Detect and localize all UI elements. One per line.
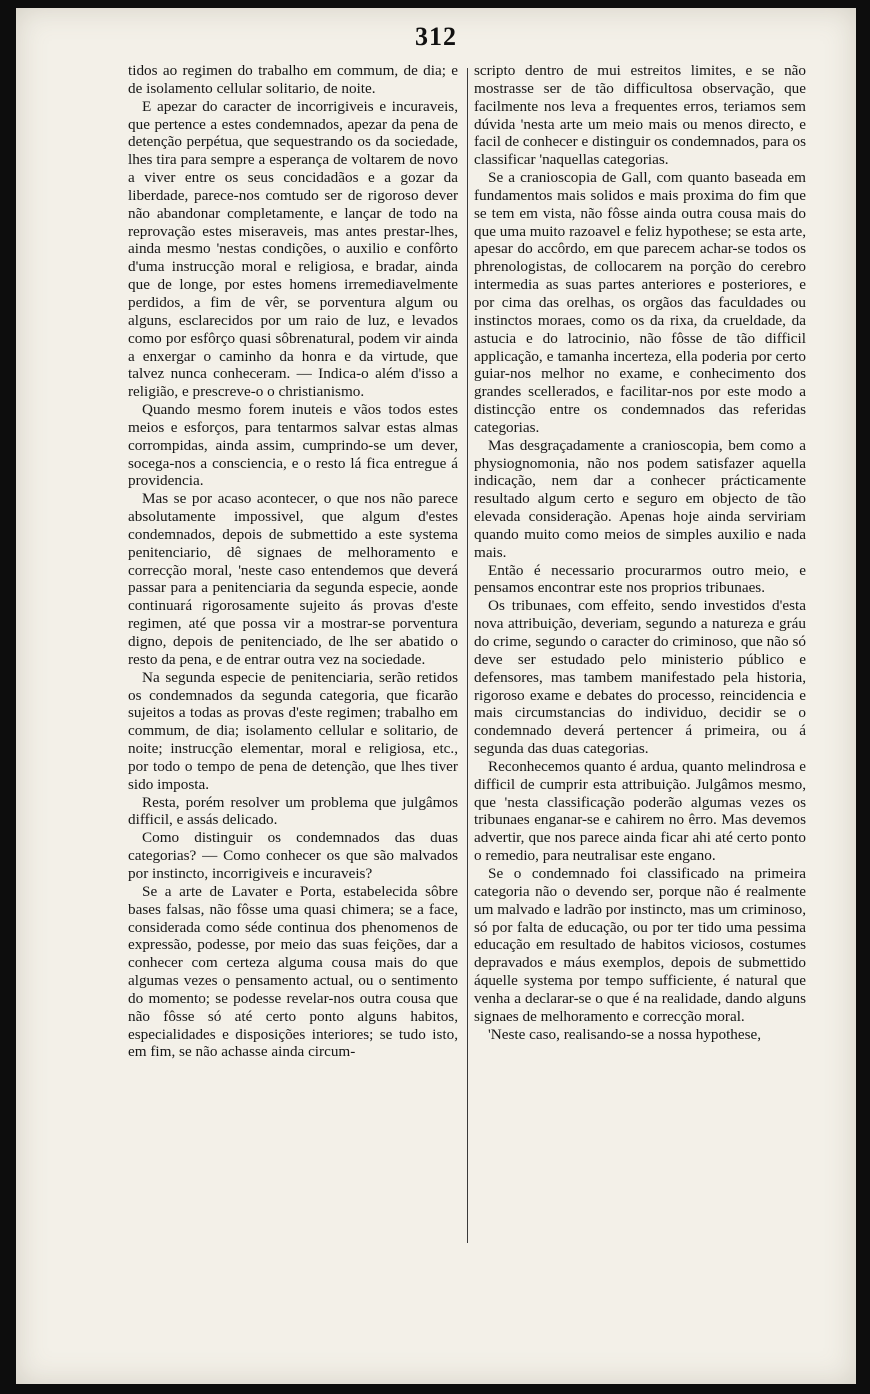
paragraph: Os tribunaes, com effeito, sendo investidos d'esta nova attribuição, deveriam, segundo a natureza e gráu do crime, segundo o caracter do criminoso, que não só deve ser estudado pelo ministerio público e defensores, mas tambem manifestado pela historia, rigoroso exame e debates do processo, reincidencia e mais circumstancias do individuo, decidir se o condemnado deverá pertencer á primeira, ou á segunda das duas categorias.: [474, 597, 806, 758]
document-page: [16, 8, 856, 1384]
paragraph: Mas se por acaso acontecer, o que nos não parece absolutamente impossivel, que algum d'estes condemnados, depois de submettido a este systema penitenciario, dê signaes de melhoramento e correcção moral, 'neste caso entendemos que deverá passar para a penitenciaria da segunda especie, aonde continuará rigorosamente sujeito ás provas d'este regimen, até que possa vir a mostrar-se porventura digno, depois de penitenciado, de lhe ser abatido o resto da pena, e de entrar outra vez na sociedade.: [128, 490, 458, 668]
right-column: [474, 62, 806, 1043]
paragraph: Então é necessario procurarmos outro meio, e pensamos encontrar este nos proprios tribunaes.: [474, 561, 806, 597]
paragraph: 'Neste caso, realisando-se a nossa hypothese,: [488, 1025, 762, 1043]
paragraph: Se o condemnado foi classificado na primeira categoria não o devendo ser, porque não é realmente um malvado e ladrão por instincto, mas um criminoso, só por falta de educação, ou por ter tido uma pessima educação em resultado de habitos viciosos, costumes depravados e máus exemplos, depois de submettido áquelle systema por tempo sufficiente, é natural que venha a declarar-se o que é na realidade, dando alguns signaes de melhoramento e correcção moral.: [474, 864, 806, 1025]
column-divider: [467, 68, 468, 1243]
paragraph: tidos ao regimen do trabalho em commum, de dia; e de isolamento cellular solitario, de noite.: [128, 62, 458, 97]
left-column: [128, 62, 458, 1061]
page-number: 312: [415, 22, 457, 51]
paragraph: scripto dentro de mui estreitos limites, e se não mostrasse ser de tão difficultosa observação, que facilmente nos leva a frequentes erros, teriamos sem dúvida 'nesta arte um meio mais ou menos directo, e facil de conhecer e distinguir os condemnados, para os classificar 'naquellas categorias.: [474, 62, 806, 169]
paragraph: E apezar do caracter de incorrigiveis e incuraveis, que pertence a estes condemnados, apezar da pena de detenção perpétua, que sequestrando os da sociedade, lhes tira para sempre a esperança de voltarem de novo a viver entre os seus concidadãos e a gozar da liberdade, parece-nos comtudo ser de rigoroso dever não abandonar completamente, e lançar de todo na reprovação estes miseraveis, mas antes prestar-lhes, ainda mesmo 'nestas condições, o auxilio e confôrto d'uma instrucção moral e religiosa, e bradar, ainda que de longe, por estes homens irremediavelmente perdidos, a fim de vêr, se porventura algum ou alguns, esclarecidos por um raio de luz, e levados como por esfôrço quasi sôbrenatural, podem vir ainda a enxergar o caminho da honra e da virtude, que talvez nunca conheceram. — Indica-o além d'isso a religião, e prescreve-o o christianismo.: [128, 97, 458, 401]
paragraph: Reconhecemos quanto é ardua, quanto melindrosa e difficil de cumprir esta attribuição. Julgâmos mesmo, que 'nesta classificação poderão algumas vezes os tribunaes enganar-se e cahirem no êrro. Mas devemos advertir, que nos parece ainda ficar ahi até certo ponto o remedio, para neutralisar este engano.: [474, 757, 806, 865]
paragraph: Quando mesmo forem inuteis e vãos todos estes meios e esforços, para tentarmos salvar estas almas corrompidas, ainda assim, cumprindo-se um dever, socega-nos a consciencia, e o resto lá fica entregue á providencia.: [128, 401, 458, 490]
paragraph: Na segunda especie de penitenciaria, serão retidos os condemnados da segunda categoria, que ficarão sujeitos a todas as provas d'este regimen; trabalho em commum, de dia; isolamento cellular e solitario, de noite; instrucção elementar, moral e religiosa, etc., por todo o tempo de pena de detenção, que lhes tiver sido imposta.: [128, 668, 458, 793]
paragraph: Como distinguir os condemnados das duas categorias? — Como conhecer os que são malvados por instincto, incorrigiveis e incuraveis?: [128, 829, 458, 882]
paragraph: Se a cranioscopia de Gall, com quanto baseada em fundamentos mais solidos e mais proxima do fim que se tem em vista, não fôsse ainda outra cousa mais do que uma muito razoavel e feliz hypothese; se esta arte, apesar do accôrdo, em que parecem achar-se todos os phrenologistas, de collocarem na porção do cerebro intermedia as suas partes anteriores e posteriores, e por cima das orelhas, os orgãos das faculdades ou instinctos moraes, como os da rixa, da crueldade, da astucia e do latrocinio, não fôsse de tão difficil applicação, e tamanha incerteza, ella poderia por certo guiar-nos melhor no exame, e conhecimento dos grandes scellerados, e facilitar-nos por este modo a distincção entre os condemnados das referidas categorias.: [474, 169, 806, 436]
paragraph: Se a arte de Lavater e Porta, estabelecida sôbre bases falsas, não fôsse uma quasi chimera; se a face, considerada como séde continua dos phenomenos de expressão, podesse, por meio das suas feições, dar a conhecer com certeza alguma cousa mais do que algumas vezes o pensamento actual, ou o sentimento do momento; se podesse revelar-nos outra cousa que não fôsse só até certo ponto alguns habitos, especialidades e disposições interiores; se tudo isto, em fim, se não achasse ainda circum-: [128, 882, 458, 1061]
paragraph: Mas desgraçadamente a cranioscopia, bem como a physiognomonia, não nos podem satisfazer aquella indicação, nem dar a conhecer prácticamente resultado algum certo e seguro em objecto de tão elevada consideração. Apenas hoje ainda serviriam quando muito como meios de simples auxilio e nada mais.: [474, 436, 806, 561]
paragraph: Resta, porém resolver um problema que julgâmos difficil, e assás delicado.: [128, 793, 458, 829]
